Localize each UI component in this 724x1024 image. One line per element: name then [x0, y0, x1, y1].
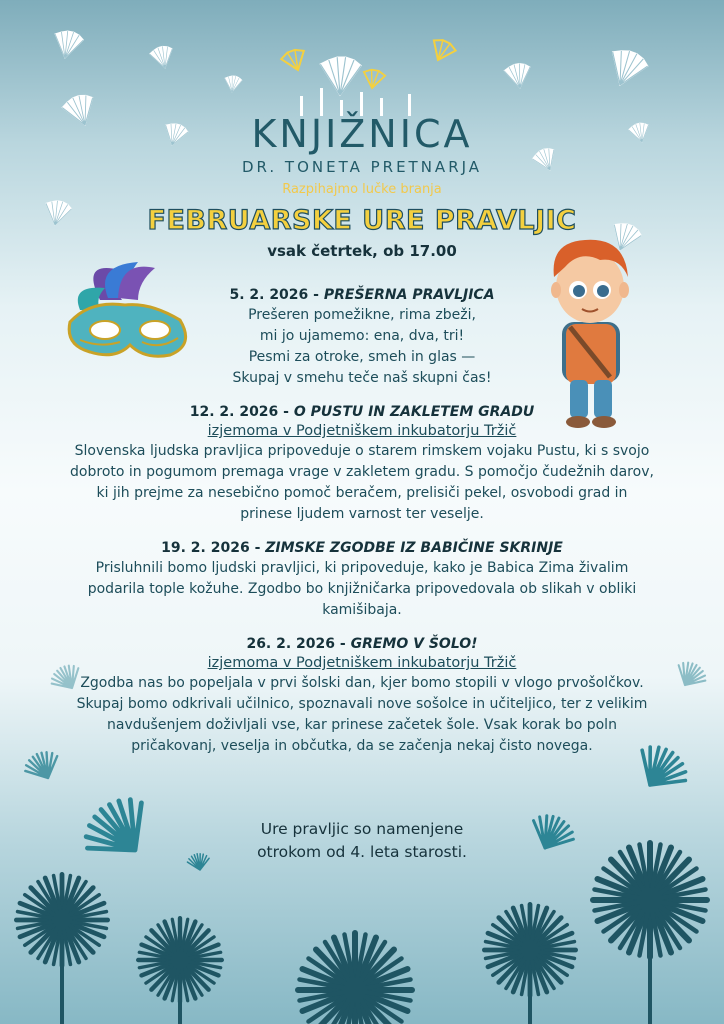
age-note-line: Ure pravljic so namenjene [260, 820, 464, 838]
event-date: 5. 2. 2026 [229, 287, 309, 303]
events-list [70, 286, 654, 771]
library-header [0, 90, 724, 197]
event-location: izjemoma v Podjetniškem inkubatorju Tržič [207, 655, 517, 671]
program-title: FEBRUARSKE URE PRAVLJIC [147, 205, 577, 236]
poem-line: Prešeren pomežikne, rima zbeži, [248, 307, 476, 323]
poem-line: mi jo ujamemo: ena, dva, tri! [259, 328, 465, 344]
event-heading: 19. 2. 2026 - ZIMSKE ZGODBE IZ BABIČINE SKRINJE [161, 540, 563, 556]
event-title: GREMO V ŠOLO! [350, 636, 478, 652]
event-title: ZIMSKE ZGODBE IZ BABIČINE SKRINJE [265, 540, 563, 556]
poem-line: Skupaj v smehu teče naš skupni čas! [232, 370, 492, 386]
age-note [0, 818, 724, 864]
event-date: 12. 2. 2026 [189, 404, 279, 420]
poem-line: Pesmi za otroke, smeh in glas — [248, 349, 476, 365]
event-item [70, 286, 654, 389]
event-description: Zgodba nas bo popeljala v prvi šolski dan, kjer bomo stopili v vlogo prvošolčkov. Skupaj bomo odkrivali učilnico, spoznavali nove sošolce in učiteljico, ter z velikim navdušenjem doživljali vse, kar prinese začetek šole. Vsak korak bo poln pričakovanj, veselja in občutka, da se začenja nekaj čisto novega. [76, 675, 648, 754]
age-note-line: otrokom od 4. leta starosti. [257, 843, 467, 861]
library-name: KNJIŽNICA [251, 112, 473, 156]
event-description: Slovenska ljudska pravljica pripoveduje o starem rimskem vojaku Pustu, ki s svojo dobroto in pogumom premaga vrage v zakletem gradu. S pomočjo čudežnih darov, ki jih prejme za nesebično pomoč beračem, prelisiči pekel, osvobodi grad in prinese ljudem varnost ter veselje. [70, 443, 654, 522]
library-subtitle: DR. TONETA PRETNARJA [241, 158, 483, 176]
event-item [70, 403, 654, 525]
event-title: O PUSTU IN ZAKLETEM GRADU [293, 404, 535, 420]
event-poem [222, 305, 502, 389]
library-tagline: Razpihajmo lučke branja [282, 182, 442, 197]
event-title: PREŠERNA PRAVLJICA [323, 287, 495, 303]
event-item [70, 635, 654, 757]
event-date: 19. 2. 2026 [161, 540, 250, 556]
event-location: izjemoma v Podjetniškem inkubatorju Tržič [207, 423, 517, 439]
event-heading: 5. 2. 2026 - PREŠERNA PRAVLJICA [229, 287, 495, 303]
program-schedule: vsak četrtek, ob 17.00 [267, 242, 457, 260]
event-item [70, 539, 654, 621]
event-description: Prisluhnili bomo ljudski pravljici, ki pripoveduje, kako je Babica Zima živalim podarila tople kožuhe. Zgodbo bo knjižničarka pripovedovala ob slikah v obliki kamišibaja. [87, 560, 637, 618]
event-heading: 12. 2. 2026 - O PUSTU IN ZAKLETEM GRADU [189, 404, 535, 420]
event-date: 26. 2. 2026 [246, 636, 336, 652]
event-heading: 26. 2. 2026 - GREMO V ŠOLO! [246, 636, 478, 652]
